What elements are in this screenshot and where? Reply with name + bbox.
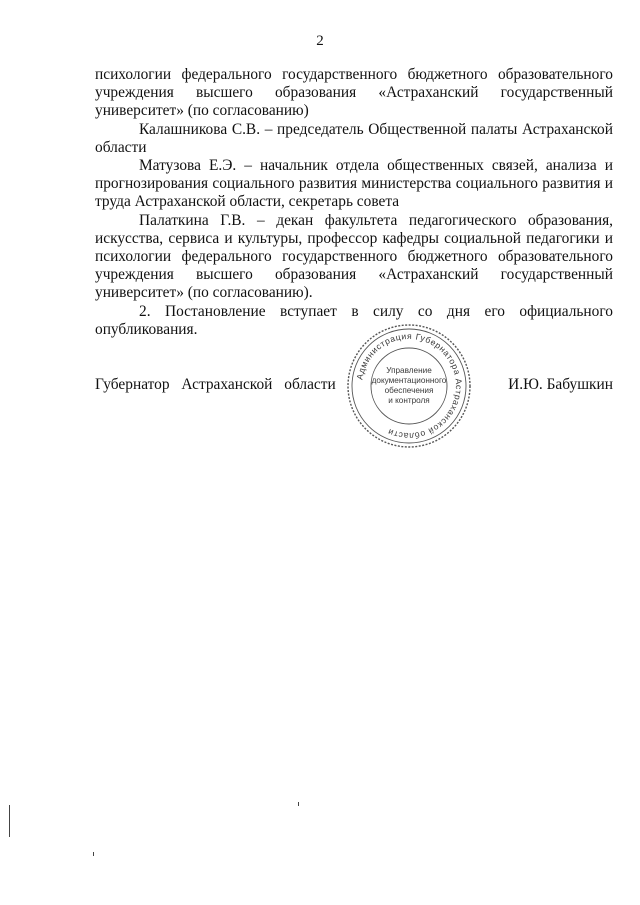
signature-block (95, 376, 613, 400)
stamp-ring-text: Администрация Губернатора Астраханской области (354, 330, 465, 442)
paragraph-matuzova: Матузова Е.Э. – начальник отдела общественных связей, анализа и прогнозирования социального развития министерства социального развития и труда Астраханской области, секретарь совета (95, 157, 613, 211)
scan-artifact (298, 802, 299, 806)
stamp-center-line: обеспечения (384, 386, 434, 395)
stamp-center-line: Управление (386, 366, 432, 375)
paragraph-effective-clause: 2. Постановление вступает в силу со дня его официального опубликования. (95, 302, 613, 338)
signatory-name: И.Ю. Бабушкин (508, 376, 613, 393)
stamp-center-line: документационного (371, 376, 447, 385)
paragraph-continuation: психологии федерального государственного бюджетного образовательного учреждения высшего образования «Астраханский государственный университет» (по согласованию) (95, 66, 613, 120)
scan-artifact (9, 805, 10, 837)
page-number: 2 (316, 33, 324, 49)
scan-artifact (93, 852, 94, 856)
stamp-center-line: и контроля (388, 396, 430, 405)
paragraph-kalashnikova: Калашникова С.В. – председатель Общественной палаты Астраханской области (95, 120, 613, 156)
document-body (95, 66, 613, 339)
signatory-title: Губернатор Астраханской области (95, 376, 336, 393)
paragraph-palatkina: Палаткина Г.В. – декан факультета педагогического образования, искусства, сервиса и культуры, профессор кафедры социальной педагогики и психологии федерального государственного бюджетного образовательного учреждения высшего образования «Астраханский государственный университет» (по согласованию). (95, 211, 613, 302)
